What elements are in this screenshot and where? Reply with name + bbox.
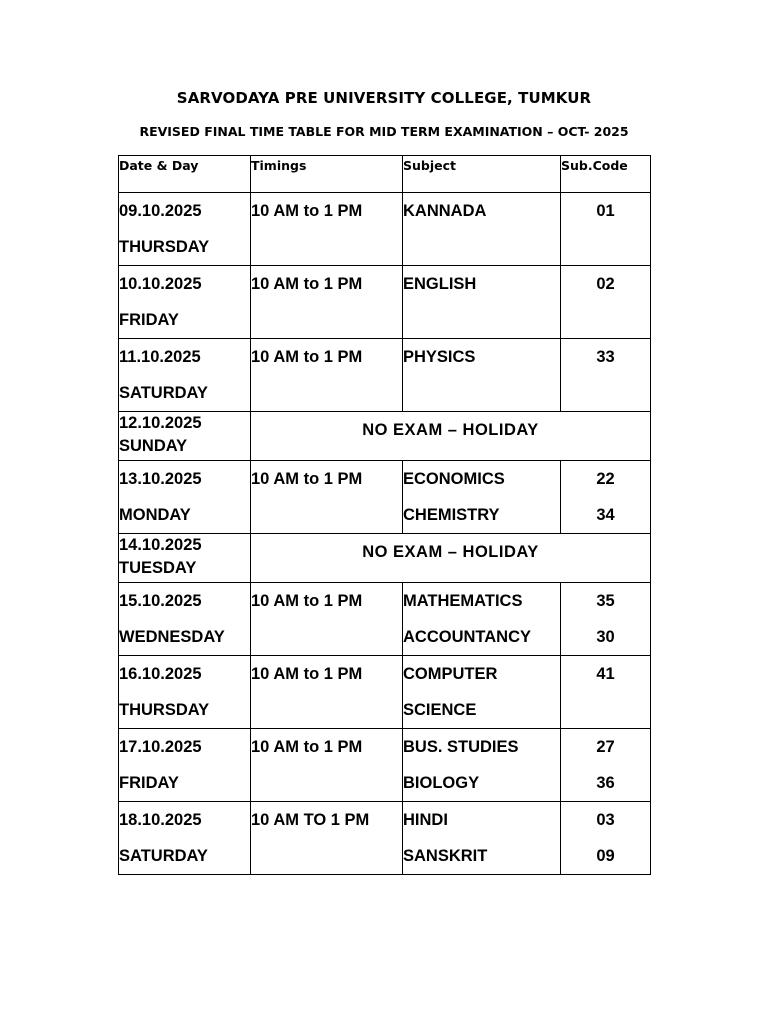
exam-date: 17.10.2025 [119,738,202,756]
timing-cell: 10 AM to 1 PM [251,193,403,266]
date-day-cell [119,534,251,583]
subject-code: 30 [596,628,615,646]
table-row [119,193,651,266]
subject-name: PHYSICS [403,348,476,366]
col-header-subject: Subject [403,156,561,193]
subject-code: 09 [596,847,615,865]
subcode-cell [561,266,651,339]
holiday-row [119,412,651,461]
exam-date: 09.10.2025 [119,202,202,220]
subject-name: MATHEMATICS [403,592,523,610]
holiday-label: NO EXAM – HOLIDAY [251,412,651,461]
holiday-label: NO EXAM – HOLIDAY [251,534,651,583]
date-day-cell [119,339,251,412]
subcode-cell [561,193,651,266]
exam-date: 11.10.2025 [119,348,201,366]
timing-cell: 10 AM to 1 PM [251,583,403,656]
subject-name: SCIENCE [403,701,477,719]
subject-code: 22 [596,470,615,488]
subject-cell [403,729,561,802]
exam-date: 16.10.2025 [119,665,202,683]
subcode-cell [561,802,651,875]
exam-day: WEDNESDAY [119,628,225,646]
date-day-cell [119,193,251,266]
timing-cell: 10 AM TO 1 PM [251,802,403,875]
subject-cell [403,583,561,656]
date-day-cell [119,729,251,802]
exam-day: FRIDAY [119,311,179,329]
exam-date: 15.10.2025 [119,592,202,610]
exam-date: 14.10.2025 [119,536,202,554]
subject-name: HINDI [403,811,448,829]
timing-cell: 10 AM to 1 PM [251,729,403,802]
subject-cell [403,461,561,534]
subject-name: BIOLOGY [403,774,480,792]
subcode-cell [561,729,651,802]
subject-name: ENGLISH [403,275,477,293]
subject-code: 27 [596,738,615,756]
subject-cell [403,266,561,339]
date-day-cell [119,461,251,534]
subject-code: 03 [596,811,615,829]
exam-day: TUESDAY [119,559,197,577]
subject-name: COMPUTER [403,665,498,683]
exam-day: SATURDAY [119,847,208,865]
col-header-timings: Timings [251,156,403,193]
subject-cell [403,193,561,266]
exam-date: 10.10.2025 [119,275,202,293]
table-header-row [119,156,651,193]
holiday-row [119,534,651,583]
subject-code: 01 [596,202,615,220]
college-title: SARVODAYA PRE UNIVERSITY COLLEGE, TUMKUR [176,89,592,107]
table-row [119,461,651,534]
date-day-cell [119,802,251,875]
table-row [119,656,651,729]
exam-day: THURSDAY [119,238,210,256]
subcode-cell [561,656,651,729]
date-day-cell [119,412,251,461]
date-day-cell [119,656,251,729]
date-day-cell [119,266,251,339]
subject-code: 33 [596,348,615,366]
table-row [119,802,651,875]
subject-cell [403,656,561,729]
timetable [118,155,651,875]
subject-code: 41 [596,665,615,683]
timing-cell: 10 AM to 1 PM [251,339,403,412]
timetable-body [119,193,651,875]
table-row [119,583,651,656]
col-header-date: Date & Day [119,156,251,193]
timing-cell: 10 AM to 1 PM [251,266,403,339]
exam-date: 18.10.2025 [119,811,202,829]
subject-code: 35 [596,592,615,610]
subcode-cell [561,339,651,412]
subject-cell [403,339,561,412]
subject-name: SANSKRIT [403,847,488,865]
date-day-cell [119,583,251,656]
exam-day: SATURDAY [119,384,208,402]
table-row [119,266,651,339]
subcode-cell [561,461,651,534]
exam-date: 12.10.2025 [119,414,202,432]
table-row [119,339,651,412]
exam-day: FRIDAY [119,774,179,792]
timetable-subtitle: REVISED FINAL TIME TABLE FOR MID TERM EXAMINATION – OCT- 2025 [139,124,629,139]
subject-name: BUS. STUDIES [403,738,519,756]
exam-day: SUNDAY [119,437,188,455]
subject-code: 36 [596,774,615,792]
exam-day: THURSDAY [119,701,210,719]
subject-name: KANNADA [403,202,487,220]
subject-code: 34 [596,506,615,524]
timing-cell: 10 AM to 1 PM [251,656,403,729]
col-header-subcode: Sub.Code [561,156,651,193]
subject-cell [403,802,561,875]
exam-day: MONDAY [119,506,191,524]
subject-name: ACCOUNTANCY [403,628,532,646]
subject-code: 02 [596,275,615,293]
subcode-cell [561,583,651,656]
subject-name: ECONOMICS [403,470,505,488]
timing-cell: 10 AM to 1 PM [251,461,403,534]
exam-date: 13.10.2025 [119,470,202,488]
subject-name: CHEMISTRY [403,506,500,524]
table-row [119,729,651,802]
